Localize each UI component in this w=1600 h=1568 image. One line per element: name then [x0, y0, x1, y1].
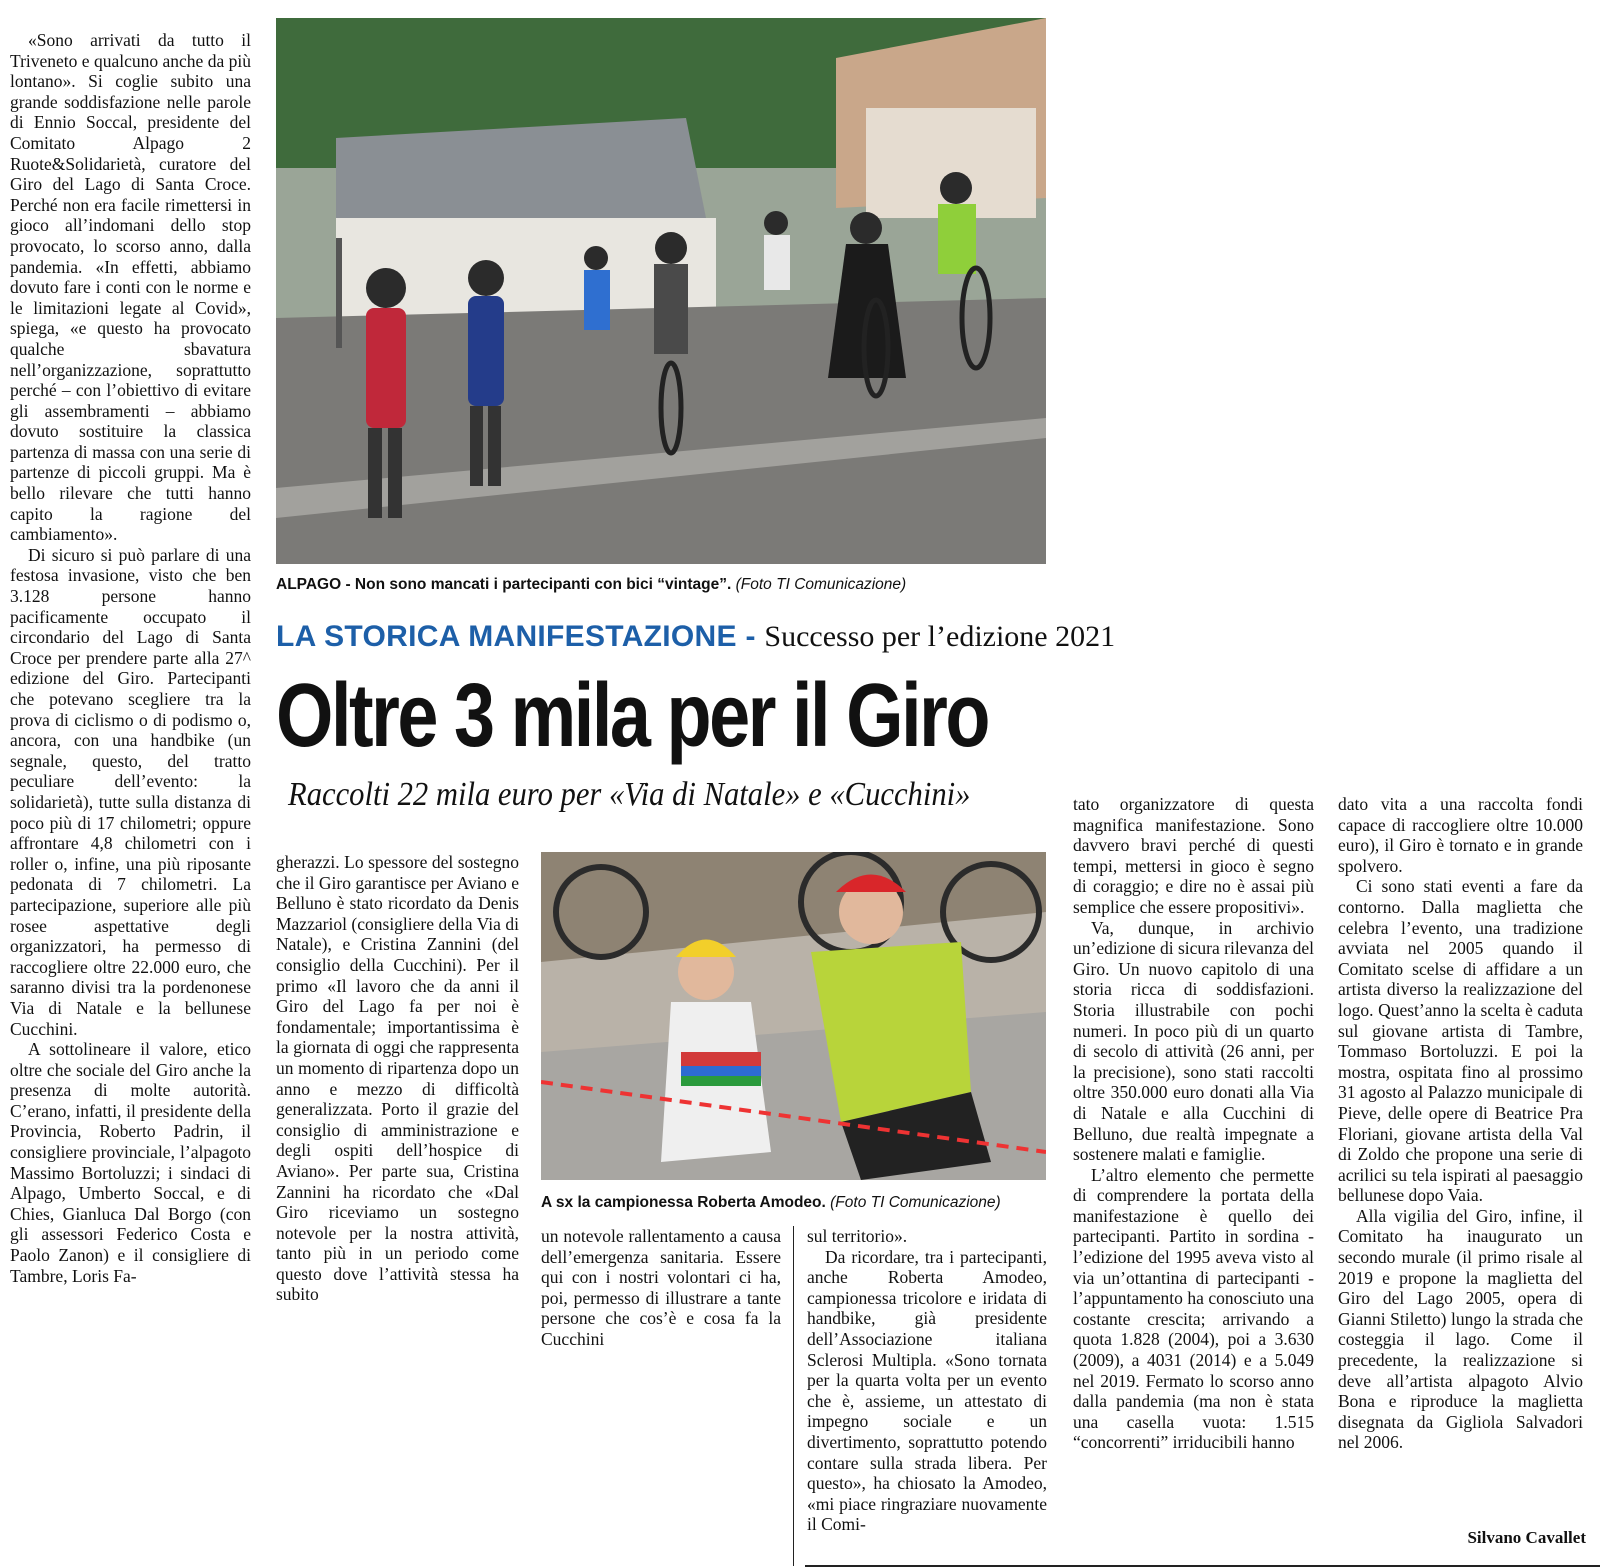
caption-credit: (Foto TI Comunicazione): [830, 1194, 1001, 1211]
paragraph: Di sicuro si può parlare di una festosa invasione, visto che ben 3.128 persone hanno pacificamente occupato il circondario del Lago di Santa Croce per prendere parte alla 27^ edizione del Giro. Partecipanti che potevano scegliere tra la prova di ciclismo o di podismo o, ancora, con una handbike (un segnale, questo, del tratto peculiare dell’evento: la solidarietà), tutte sulla distanza di poco più di 17 chilometri; oppure affrontare 4,8 chilometri con i roller o, infine, una più riposante pedonata di 7 chilometri. La partecipazione, superiore alle più rosee aspettative degli organizzatori, ha permesso di raccogliere oltre 22.000 euro, che saranno divisi tra la pordenonese Via di Natale e la bellunese Cucchini.: [10, 544, 251, 1039]
column-divider: [793, 1226, 794, 1566]
caption-credit: (Foto TI Comunicazione): [735, 576, 907, 593]
paragraph: un notevole rallentamento a causa dell’emergenza sanitaria. Essere qui con i nostri volontari ci ha, poi, permesso di illustrare a tante persone che cos’è e cosa fa la Cucchini: [541, 1226, 781, 1349]
paragraph: A sottolineare il valore, etico oltre che sociale del Giro anche la presenza di molte autorità. C’erano, infatti, il presidente della Provincia, Roberto Padrin, il consigliere provinciale, l’alpagoto Massimo Bortoluzzi; i sindaci di Alpago, Umberto Soccal, e di Chies, Gianluca Dal Borgo (con gli assessori Federico Costa e Paolo Zanon) e il consigliere di Tambre, Loris Fa-: [10, 1039, 251, 1286]
paragraph: «Sono arrivati da tutto il Triveneto e qualcuno anche da più lontano». Si coglie subito una grande soddisfazione nelle parole di Ennio Soccal, presidente del Comitato Alpago 2 Ruote&Solidarietà, curatore del Giro del Lago di Santa Croce. Perché non era facile rimettersi in gioco all’indomani dello stop provocato, lo scorso anno, dalla pandemia. «In effetti, abbiamo dovuto fare i conti con le norme e le limitazioni legate al Covid», spiega, «e questo ha provocato qualche sbavatura nell’organizzazione, soprattutto perché – con l’obiettivo di evitare gli assembramenti – abbiamo dovuto sostituire la classica partenza di massa con una serie di partenze di piccoli gruppi. Ma è bello rilevare che tutti hanno capito la ragione del cambiamento».: [10, 30, 251, 545]
photo-roberta-amodeo: [541, 852, 1046, 1180]
paragraph: dato vita a una raccolta fondi capace di raccogliere oltre 10.000 euro), il Giro è tornato e in grande spolvero.: [1338, 794, 1583, 876]
article-column-2: [276, 852, 519, 1305]
photo-caption-mid: [541, 1194, 1001, 1212]
paragraph: tato organizzatore di questa magnifica manifestazione. Sono davvero bravi perché di questi tempi, mettersi in gioco è segno di coraggio; e dire no è assai più semplice che essere propositivi».: [1073, 794, 1314, 917]
article-column-1: [10, 30, 251, 1286]
photo-caption-top: [276, 576, 906, 594]
subheadline: Raccolti 22 mila euro per «Via di Natale» e «Cucchini»: [288, 776, 971, 813]
paragraph: Alla vigilia del Giro, infine, il Comitato ha inaugurato un secondo murale (il primo risale al 2019 e propone la maglietta del Giro del Lago 2005, opera di Gianni Stiletto) lungo la strada che costeggia il lago. Come il precedente, la realizzazione si deve all’artista alpagoto Alvio Bona e riproduce la maglietta disegnata da Gigliola Salvadori nel 2006.: [1338, 1205, 1583, 1453]
kicker: [276, 620, 1115, 654]
photo-cyclists-vintage: [276, 18, 1046, 564]
kicker-label: LA STORICA MANIFESTAZIONE -: [276, 620, 765, 653]
caption-label: ALPAGO - Non sono mancati i partecipanti con bici “vintage”.: [276, 576, 732, 593]
author-signature: Silvano Cavallet: [1467, 1528, 1586, 1547]
article-column-6: [1338, 794, 1583, 1453]
article-column-3: [541, 1226, 781, 1350]
article-column-5: [1073, 794, 1314, 1453]
paragraph: L’altro elemento che permette di comprendere la portata della manifestazione è quello dei partecipanti. Partito in sordina - l’edizione del 1995 aveva visto al via un’ottantina di partecipanti - l’appuntamento ha conosciuto una costante crescita; arrivando a quota 1.828 (2004), poi a 3.630 (2009), a 4031 (2014) e a 5.049 nel 2019. Fermato lo scorso anno dalla pandemia (ma non è stata una casella vuota: 1.515 “concorrenti” irriducibili hanno: [1073, 1164, 1314, 1453]
paragraph: gherazzi. Lo spessore del sostegno che il Giro garantisce per Aviano e Belluno è stato ricordato da Denis Mazzariol (consigliere della Via di Natale), e Cristina Zannini (del consiglio della Cucchini). Per il primo «Il lavoro che da anni il Giro del Lago fa per noi è fondamentale; importantissima è la giornata di oggi che rappresenta un momento di ripartenza dopo un anno e mezzo di difficoltà generalizzata. Porto il grazie del consiglio di amministrazione e degli ospiti dell’hospice di Aviano». Per parte sua, Cristina Zannini ha ricordato che «Dal Giro riceviamo un sostegno notevole per la nostra attività, tanto più in un periodo come questo dove l’attività stessa ha subito: [276, 852, 519, 1305]
bottom-rule: [805, 1565, 1600, 1567]
headline: Oltre 3 mila per il Giro: [276, 666, 989, 766]
paragraph: Ci sono stati eventi a fare da contorno. Dalla maglietta che celebra l’evento, una tradizione avviata nel 2005 quando il Comitato scelse di affidare a un artista diverso la realizzazione del logo. Quest’anno la scelta è caduta sul giovane artista di Tambre, Tommaso Bortoluzzi. E poi la mostra, ospitata fino al prossimo 31 agosto al Palazzo municipale di Pieve, delle opere di Beatrice Pra Floriani, giovane artista della Val di Zoldo che propone una serie di acrilici su tela ispirati al paesaggio bellunese dopo Vaia.: [1338, 876, 1583, 1206]
article-column-4: [807, 1226, 1047, 1535]
paragraph: Da ricordare, tra i partecipanti, anche Roberta Amodeo, campionessa tricolore e iridata di handbike, già presidente dell’Associazione italiana Sclerosi Multipla. «Sono tornata per la quarta volta per un evento che è, assieme, un attestato di impegno sociale e un divertimento, soprattutto potendo contare sulla strada libera. Per questo», ha chiosato la Amodeo, «mi piace ringraziare nuovamente il Comi-: [807, 1246, 1047, 1535]
paragraph: Va, dunque, in archivio un’edizione di sicura rilevanza del Giro. Un nuovo capitolo di una storia ricca di soddisfazioni. Storia illustrabile con pochi numeri. In poco più di un quarto di secolo di attività (26 anni, per la precisione), sono stati raccolti oltre 350.000 euro donati alla Via di Natale e alla Cucchini di Belluno, due realtà impegnate a sostenere malati e famiglie.: [1073, 917, 1315, 1165]
caption-label: A sx la campionessa Roberta Amodeo.: [541, 1194, 826, 1211]
paragraph: sul territorio».: [807, 1226, 908, 1246]
kicker-subtitle: Successo per l’edizione 2021: [764, 620, 1116, 653]
